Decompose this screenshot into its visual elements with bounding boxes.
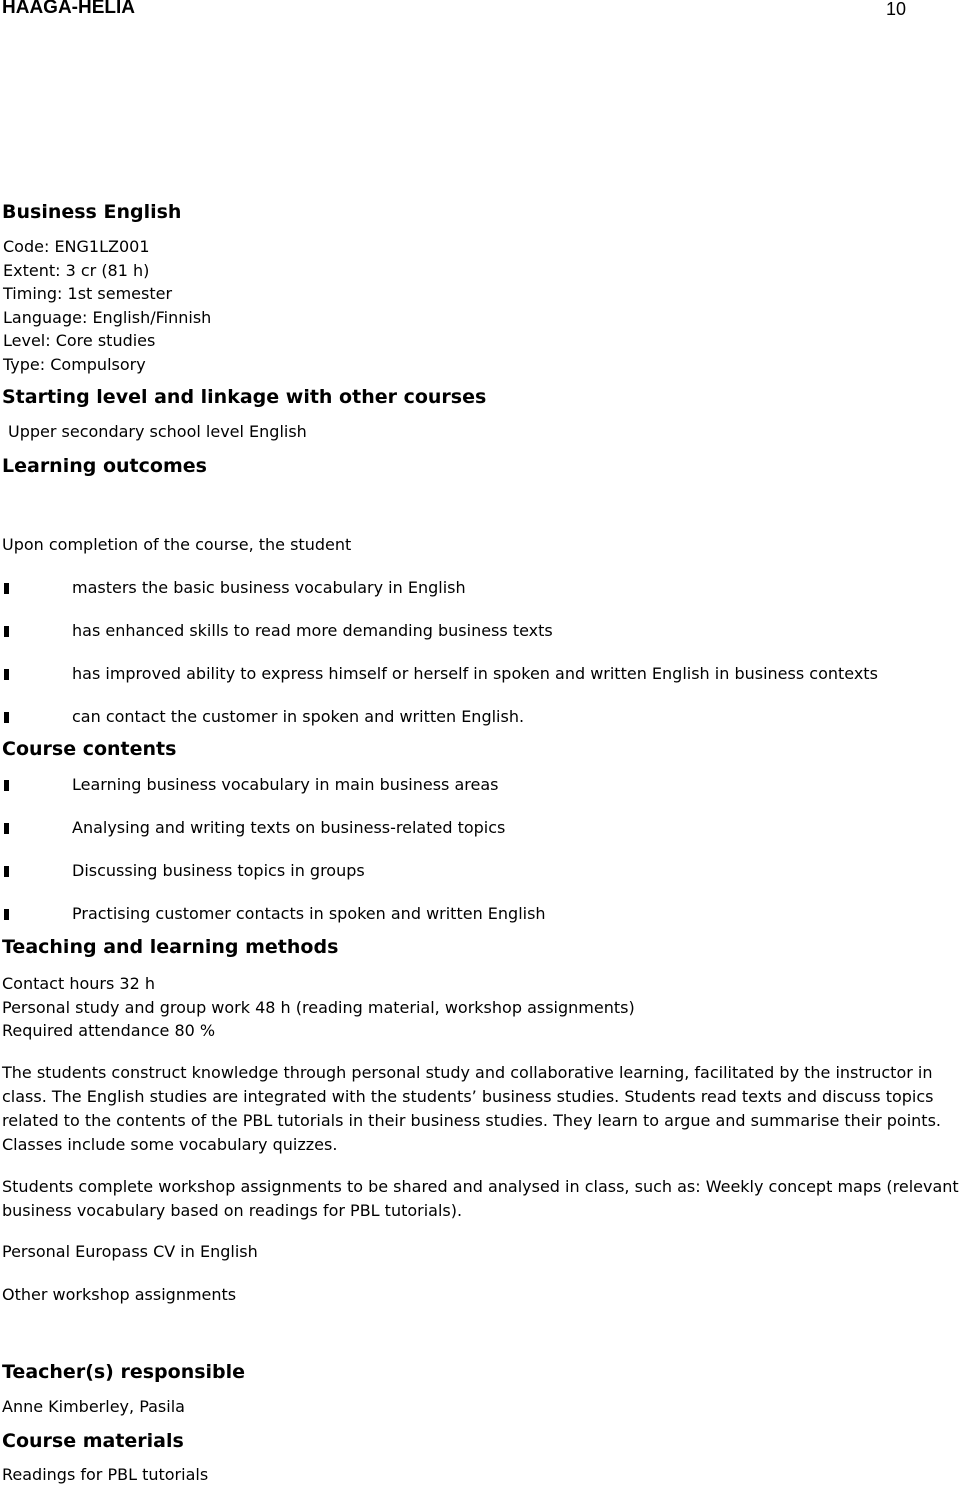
starting-level-heading: Starting level and linkage with other courses [2, 386, 487, 408]
meta-language: Language: English/Finnish [3, 307, 212, 327]
bullet-icon [4, 823, 9, 834]
learning-outcomes-intro: Upon completion of the course, the student [2, 535, 352, 554]
list-item [0, 820, 960, 840]
bullet-icon [4, 780, 9, 791]
list-item [0, 666, 960, 686]
header-org: HAAGA-HELIA [2, 0, 135, 18]
list-item [0, 580, 960, 600]
methods-heading: Teaching and learning methods [2, 936, 339, 958]
course-meta [3, 235, 211, 377]
teachers-text: Anne Kimberley, Pasila [2, 1397, 185, 1416]
list-item [0, 623, 960, 643]
teachers-heading: Teacher(s) responsible [2, 1361, 246, 1383]
list-item-text: Learning business vocabulary in main business areas [72, 775, 499, 794]
list-item [0, 863, 960, 883]
methods-paragraph-2: Students complete workshop assignments to be shared and analysed in class, such as: Weekly concept maps (relevant business vocabulary based on readings for PBL tutorials). [2, 1177, 959, 1220]
list-item [0, 777, 960, 797]
list-item-text: Practising customer contacts in spoken and written English [72, 904, 546, 923]
bullet-icon [4, 712, 9, 723]
course-title: Business English [2, 201, 182, 223]
meta-level: Level: Core studies [3, 331, 156, 351]
starting-level-text: Upper secondary school level English [8, 422, 307, 441]
methods-paragraph-3: Personal Europass CV in English [2, 1242, 258, 1261]
contact-hours: Contact hours 32 h [2, 974, 155, 993]
list-item-text: Discussing business topics in groups [72, 861, 365, 880]
required-attendance: Required attendance 80 % [2, 1021, 216, 1040]
materials-heading: Course materials [2, 1430, 184, 1452]
course-contents-heading: Course contents [2, 738, 177, 760]
list-item [0, 906, 960, 926]
bullet-icon [4, 626, 9, 637]
methods-hours [2, 972, 635, 1043]
personal-study-hours: Personal study and group work 48 h (reading material, workshop assignments) [2, 997, 635, 1017]
bullet-icon [4, 909, 9, 920]
learning-outcomes-heading: Learning outcomes [2, 455, 207, 477]
meta-type: Type: Compulsory [3, 354, 146, 374]
bullet-icon [4, 866, 9, 877]
meta-code: Code: ENG1LZ001 [3, 237, 150, 256]
materials-text: Readings for PBL tutorials [2, 1465, 209, 1484]
bullet-icon [4, 583, 9, 594]
bullet-icon [4, 669, 9, 680]
methods-paragraph-4: Other workshop assignments [2, 1285, 237, 1304]
list-item-text: has improved ability to express himself or herself in spoken and written English in business contexts [72, 664, 878, 683]
page-number: 10 [886, 0, 907, 19]
meta-timing: Timing: 1st semester [3, 284, 173, 304]
list-item-text: can contact the customer in spoken and written English. [72, 707, 525, 726]
methods-paragraph-1: The students construct knowledge through personal study and collaborative learning, facilitated by the instructor in class. The English studies are integrated with the students’ business studies. Students read texts and discuss topics related to the contents of the PBL tutorials in their business studies. They learn to argue and summarise their points. Classes include some vocabulary quizzes. [2, 1063, 941, 1154]
list-item-text: has enhanced skills to read more demanding business texts [72, 621, 553, 640]
list-item-text: Analysing and writing texts on business-related topics [72, 818, 506, 837]
meta-extent: Extent: 3 cr (81 h) [3, 260, 150, 280]
list-item-text: masters the basic business vocabulary in English [72, 578, 466, 597]
list-item [0, 709, 960, 729]
